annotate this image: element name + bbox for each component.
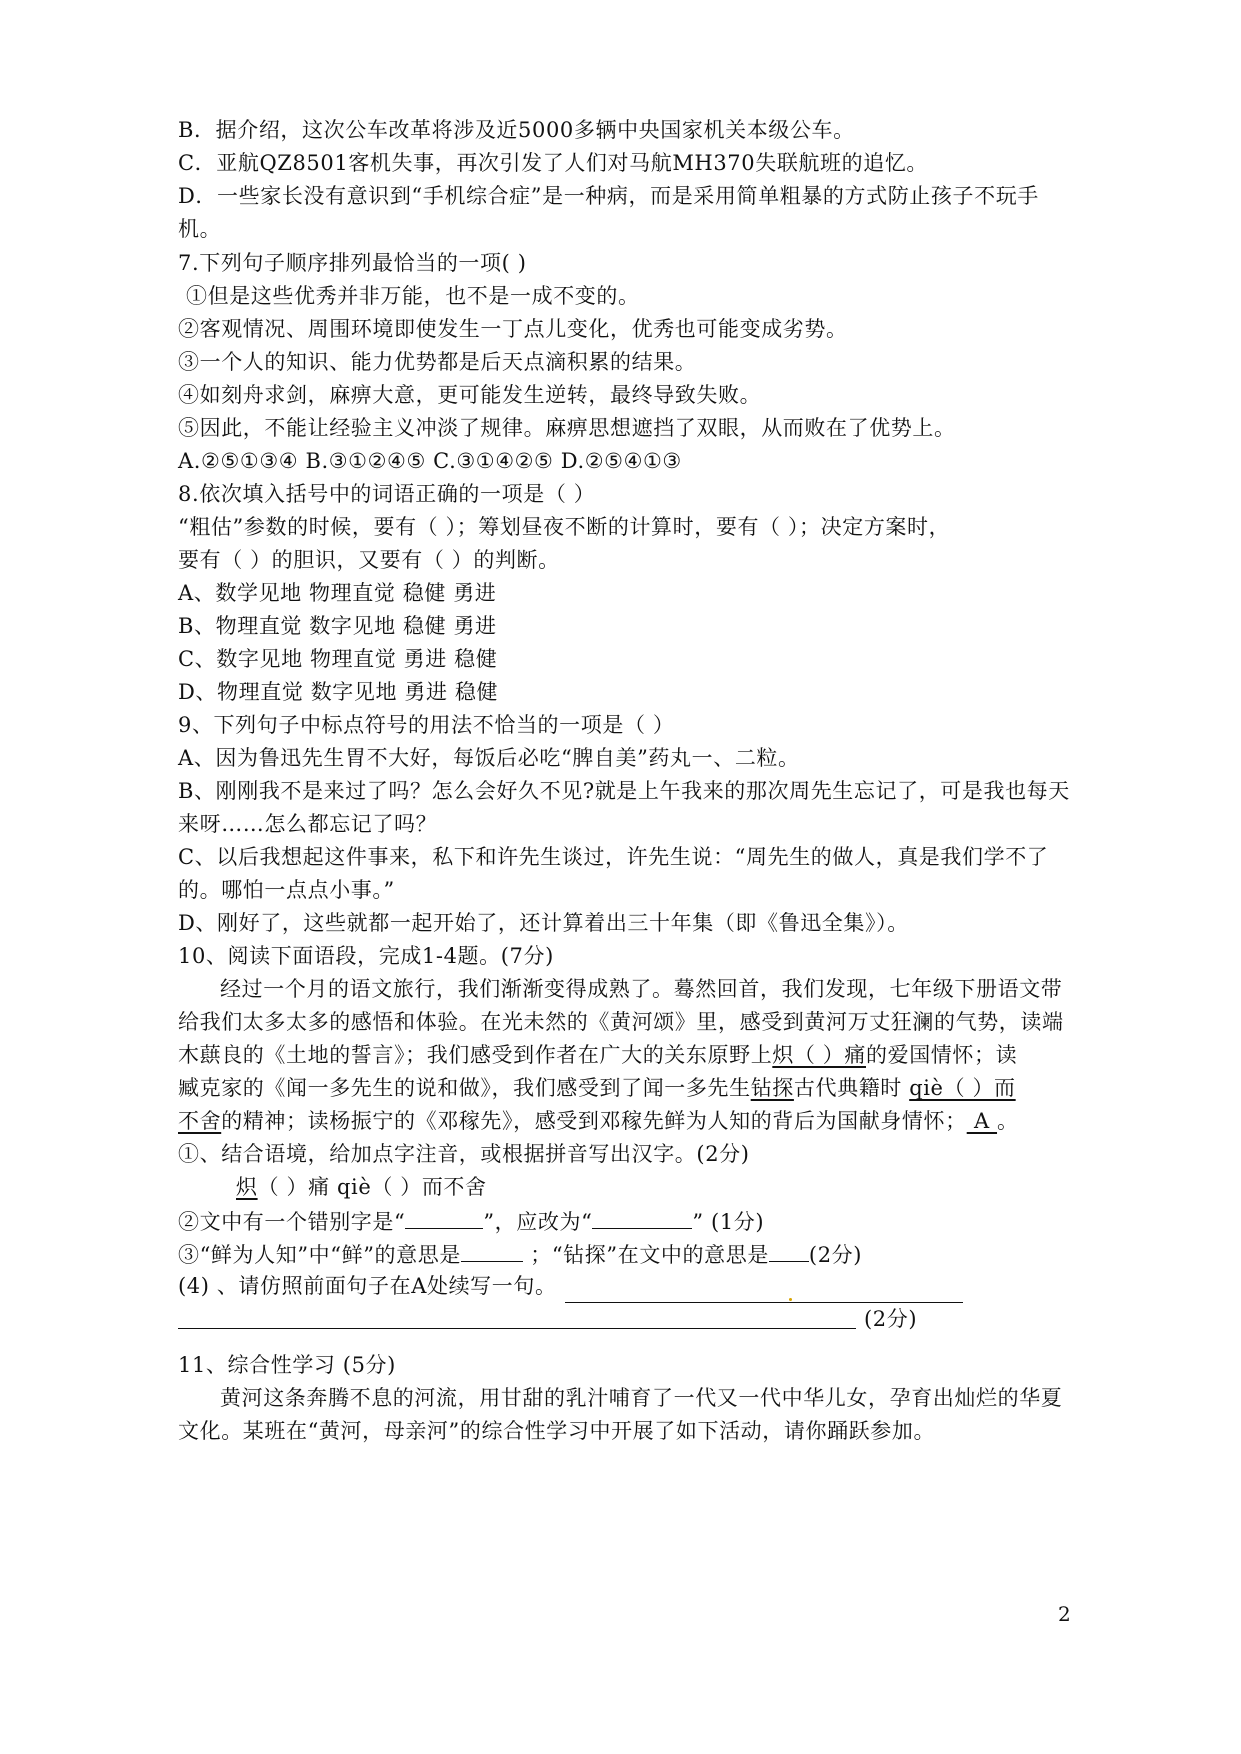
q7-sentence-5: ⑤因此，不能让经验主义冲淡了规律。麻痹思想遮挡了双眼，从而败在了优势上。 [178, 416, 956, 440]
q7-options: A.②⑤①③④ B.③①②④⑤ C.③①④②⑤ D.②⑤④①③ [178, 449, 682, 473]
q6-option-d-line2: 机。 [178, 217, 222, 241]
correct-char-blank[interactable] [592, 1206, 692, 1229]
xian-meaning-blank[interactable] [461, 1239, 523, 1262]
q6-option-c: C．亚航QZ8501客机失事，再次引发了人们对马航MH370失联航班的追忆。 [178, 151, 929, 175]
q9-option-d: D、刚好了，这些就都一起开始了，还计算着出三十年集（即《鲁迅全集》）。 [178, 911, 909, 935]
qie-blank: qiè（ ）而 [909, 1076, 1016, 1100]
sub4-answer-line-1[interactable] [565, 1302, 963, 1303]
wrong-char-blank[interactable] [405, 1206, 483, 1229]
q10-passage-line3: 木蕻良的《土地的誓言》；我们感受到作者在广大的关东原野上炽（ ）痛的爱国情怀；读 [178, 1043, 1018, 1067]
q10-passage-line4: 臧克家的《闻一多先生的说和做》，我们感受到了闻一多先生钻探古代典籍时 qiè（ ）而 [178, 1076, 1016, 1100]
q8-passage-line2: 要有（ ）的胆识，又要有（ ）的判断。 [178, 548, 560, 572]
q10-sub2: ②文中有一个错别字是“ ”，应改为“ ” (1分) [178, 1206, 764, 1236]
q8-option-d: D、物理直觉 数字见地 勇进 稳健 [178, 680, 499, 704]
q11-passage-line1: 黄河这条奔腾不息的河流，用甘甜的乳汁哺育了一代又一代中华儿女，孕育出灿烂的华夏 [220, 1386, 1063, 1410]
q7-sentence-4: ④如刻舟求剑，麻痹大意，更可能发生逆转，最终导致失败。 [178, 383, 762, 407]
yellow-mark [789, 1298, 792, 1301]
q7-sentence-2: ②客观情况、周围环境即使发生一丁点儿变化，优秀也可能变成劣势。 [178, 317, 848, 341]
q6-option-d-line1: D．一些家长没有意识到“手机综合症”是一种病，而是采用简单粗暴的方式防止孩子不玩手 [178, 184, 1039, 208]
q8-option-c: C、数字见地 物理直觉 勇进 稳健 [178, 647, 498, 671]
q10-stem: 10、阅读下面语段，完成1-4题。(7分) [178, 944, 554, 968]
q7-sentence-1: ①但是这些优秀并非万能，也不是一成不变的。 [186, 284, 640, 308]
q10-passage-line1: 经过一个月的语文旅行，我们渐渐变得成熟了。蓦然回首，我们发现，七年级下册语文带 [220, 977, 1063, 1001]
q8-option-a: A、数学见地 物理直觉 稳健 勇进 [178, 581, 497, 605]
q10-sub4-score: (2分) [864, 1307, 918, 1331]
sub4-answer-line-2[interactable] [178, 1328, 856, 1329]
q8-stem: 8.依次填入括号中的词语正确的一项是（ ） [178, 482, 596, 506]
bushe-word: 不舍 [178, 1109, 222, 1133]
q9-option-b-line1: B、刚刚我不是来过了吗？怎么会好久不见?就是上午我来的那次周先生忘记了，可是我也每天 [178, 779, 1070, 803]
q10-sub4: (4) 、请仿照前面句子在A处续写一句。 [178, 1274, 557, 1298]
q6-option-b: B．据介绍，这次公车改革将涉及近5000多辆中央国家机关本级公车。 [178, 118, 855, 142]
q9-option-c-line2: 的。哪怕一点点小事。” [178, 878, 395, 902]
zuantan-word: 钻探 [750, 1076, 794, 1100]
q11-passage-line2: 文化。某班在“黄河，母亲河”的综合性学习中开展了如下活动，请你踊跃参加。 [178, 1419, 936, 1443]
q8-passage-line1: “粗估”参数的时候，要有（ ）；筹划昼夜不断的计算时，要有（ ）；决定方案时， [178, 515, 951, 539]
q9-stem: 9、下列句子中标点符号的用法不恰当的一项是（ ） [178, 713, 675, 737]
q7-stem: 7.下列句子顺序排列最恰当的一项( ) [178, 251, 527, 275]
q9-option-a: A、因为鲁迅先生胃不大好，每饭后必吃“脾自美”药丸一、二粒。 [178, 746, 800, 770]
q10-sub1-answers: 炽（ ）痛 qiè（ ）而不舍 [236, 1175, 487, 1199]
q9-option-b-line2: 来呀……怎么都忘记了吗？ [178, 812, 438, 836]
q8-option-b: B、物理直觉 数字见地 稳健 勇进 [178, 614, 497, 638]
chi-blank: 炽（ ）痛 [772, 1043, 866, 1067]
q11-stem: 11、综合性学习 (5分) [178, 1353, 396, 1377]
zuantan-meaning-blank[interactable] [769, 1239, 809, 1262]
q10-passage-line5: 不舍的精神；读杨振宁的《邓稼先》，感受到邓稼先鲜为人知的背后为国献身情怀； A 。 [178, 1109, 1019, 1133]
q10-sub1: ①、结合语境，给加点字注音，或根据拼音写出汉字。(2分) [178, 1142, 750, 1166]
page-number: 2 [1058, 1602, 1071, 1626]
q10-passage-line2: 给我们太多太多的感悟和体验。在光未然的《黄河颂》里，感受到黄河万丈狂澜的气势，读端 [178, 1010, 1064, 1034]
q10-sub3: ③“鲜为人知”中“鲜”的意思是 ；“钻探”在文中的意思是 (2分) [178, 1239, 862, 1269]
blank-a: A [966, 1109, 998, 1133]
q7-sentence-3: ③一个人的知识、能力优势都是后天点滴积累的结果。 [178, 350, 697, 374]
q9-option-c-line1: C、以后我想起这件事来，私下和许先生谈过，许先生说：“周先生的做人，真是我们学不了 [178, 845, 1049, 869]
